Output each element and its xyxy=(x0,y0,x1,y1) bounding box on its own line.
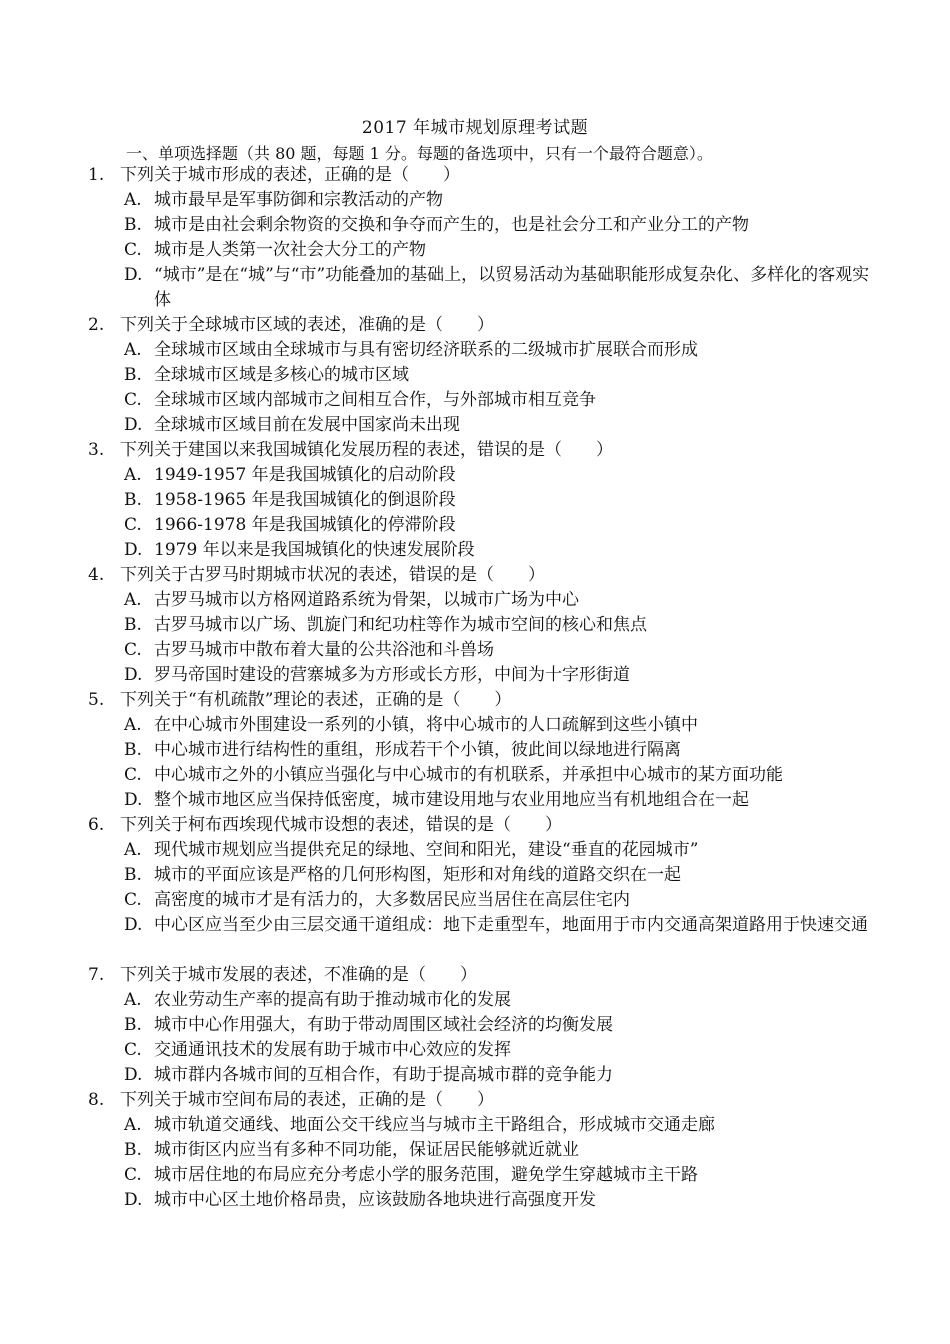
answer-option xyxy=(0,763,950,788)
option-letter: C. xyxy=(124,515,142,535)
option-text: 城市的平面应该是严格的几何形构图，矩形和对角线的道路交织在一起 xyxy=(154,865,681,885)
option-text: 中心城市之外的小镇应当强化与中心城市的有机联系，并承担中心城市的某方面功能 xyxy=(154,765,783,785)
answer-option xyxy=(0,513,950,538)
option-letter: C. xyxy=(124,890,142,910)
page-title: 2017 年城市规划原理考试题 xyxy=(361,118,589,138)
option-letter: C. xyxy=(124,1040,142,1060)
question-number: 6. xyxy=(88,815,105,835)
answer-option xyxy=(0,588,950,613)
option-letter: A. xyxy=(124,340,142,360)
option-letter: A. xyxy=(124,590,142,610)
option-text: 1958-1965 年是我国城镇化的倒退阶段 xyxy=(154,490,456,510)
option-text: 全球城市区域是多核心的城市区域 xyxy=(154,365,409,385)
answer-option xyxy=(0,238,950,263)
option-letter: B. xyxy=(124,365,142,385)
question-stem: 下列关于建国以来我国城镇化发展历程的表述，错误的是（ ） xyxy=(120,440,613,460)
option-letter: D. xyxy=(124,265,143,285)
option-text: 城市群内各城市间的互相合作，有助于提高城市群的竞争能力 xyxy=(154,1065,613,1085)
answer-option xyxy=(0,1038,950,1063)
question-stem-line xyxy=(0,163,950,188)
question-stem-line xyxy=(0,963,950,988)
question-item xyxy=(0,963,950,1088)
option-letter: D. xyxy=(124,915,143,935)
option-letter: D. xyxy=(124,540,143,560)
question-item xyxy=(0,313,950,438)
answer-option xyxy=(0,463,950,488)
option-letter: C. xyxy=(124,640,142,660)
option-letter: A. xyxy=(124,990,142,1010)
option-letter: D. xyxy=(124,1190,143,1210)
question-stem: 下列关于城市发展的表述，不准确的是（ ） xyxy=(120,965,477,985)
answer-option xyxy=(0,888,950,913)
question-stem: 下列关于柯布西埃现代城市设想的表述，错误的是（ ） xyxy=(120,815,562,835)
answer-option xyxy=(0,663,950,688)
option-letter: B. xyxy=(124,740,142,760)
question-stem: 下列关于全球城市区域的表述，准确的是（ ） xyxy=(120,315,494,335)
section-heading: 一、单项选择题（共 80 题，每题 1 分。每题的备选项中，只有一个最符合题意）。 xyxy=(126,144,713,163)
option-letter: D. xyxy=(124,665,143,685)
option-letter: D. xyxy=(124,1065,143,1085)
option-letter: C. xyxy=(124,240,142,260)
option-text: 中心城市进行结构性的重组，形成若干个小镇，彼此间以绿地进行隔离 xyxy=(154,740,681,760)
answer-option xyxy=(0,638,950,663)
option-letter: C. xyxy=(124,390,142,410)
answer-option xyxy=(0,538,950,563)
option-text: 全球城市区域由全球城市与具有密切经济联系的二级城市扩展联合而形成 xyxy=(154,340,698,360)
option-text: 城市居住地的布局应充分考虑小学的服务范围，避免学生穿越城市主干路 xyxy=(154,1165,698,1185)
answer-option xyxy=(0,388,950,413)
option-text: 交通通讯技术的发展有助于城市中心效应的发挥 xyxy=(154,1040,511,1060)
answer-option xyxy=(0,363,950,388)
answer-option xyxy=(0,863,950,888)
question-number: 4. xyxy=(88,565,105,585)
question-stem: 下列关于城市空间布局的表述，正确的是（ ） xyxy=(120,1090,494,1110)
option-text: 城市是由社会剩余物资的交换和争夺而产生的，也是社会分工和产业分工的产物 xyxy=(154,215,749,235)
option-text: 高密度的城市才是有活力的，大多数居民应当居住在高层住宅内 xyxy=(154,890,630,910)
answer-option xyxy=(0,1013,950,1038)
option-text: 城市街区内应当有多种不同功能，保证居民能够就近就业 xyxy=(154,1140,579,1160)
answer-option xyxy=(0,213,950,238)
answer-option xyxy=(0,263,950,313)
option-letter: B. xyxy=(124,490,142,510)
option-text: 古罗马城市以方格网道路系统为骨架，以城市广场为中心 xyxy=(154,590,579,610)
option-letter: B. xyxy=(124,215,142,235)
option-text: 整个城市地区应当保持低密度，城市建设用地与农业用地应当有机地组合在一起 xyxy=(154,790,749,810)
question-number: 1. xyxy=(88,165,105,185)
answer-option xyxy=(0,413,950,438)
question-number: 8. xyxy=(88,1090,105,1110)
option-text: 农业劳动生产率的提高有助于推动城市化的发展 xyxy=(154,990,511,1010)
option-letter: B. xyxy=(124,1140,142,1160)
option-text: 全球城市区域目前在发展中国家尚未出现 xyxy=(154,415,460,435)
option-letter: C. xyxy=(124,1165,142,1185)
option-letter: B. xyxy=(124,865,142,885)
option-letter: D. xyxy=(124,415,143,435)
question-number: 2. xyxy=(88,315,105,335)
option-text: 全球城市区域内部城市之间相互合作，与外部城市相互竞争 xyxy=(154,390,596,410)
answer-option xyxy=(0,1138,950,1163)
option-text: 现代城市规划应当提供充足的绿地、空间和阳光，建设“垂直的花园城市” xyxy=(154,840,699,860)
question-stem: 下列关于“有机疏散”理论的表述，正确的是（ ） xyxy=(120,690,512,710)
question-item xyxy=(0,563,950,688)
question-list xyxy=(0,163,950,1213)
answer-option xyxy=(0,1163,950,1188)
question-stem-line xyxy=(0,813,950,838)
answer-option xyxy=(0,488,950,513)
answer-option xyxy=(0,338,950,363)
question-stem: 下列关于古罗马时期城市状况的表述，错误的是（ ） xyxy=(120,565,545,585)
option-text: 古罗马城市中散布着大量的公共浴池和斗兽场 xyxy=(154,640,494,660)
question-number: 3. xyxy=(88,440,105,460)
option-letter: A. xyxy=(124,465,142,485)
option-text: 1949-1957 年是我国城镇化的启动阶段 xyxy=(154,465,456,485)
question-number: 7. xyxy=(88,965,105,985)
question-stem-line xyxy=(0,563,950,588)
option-text: 城市是人类第一次社会大分工的产物 xyxy=(154,240,426,260)
option-letter: A. xyxy=(124,190,142,210)
question-stem: 下列关于城市形成的表述，正确的是（ ） xyxy=(120,165,460,185)
answer-option xyxy=(0,1188,950,1213)
option-letter: B. xyxy=(124,1015,142,1035)
answer-option xyxy=(0,1113,950,1138)
option-text: 在中心城市外围建设一系列的小镇，将中心城市的人口疏解到这些小镇中 xyxy=(154,715,698,735)
option-text: 城市轨道交通线、地面公交干线应当与城市主干路组合，形成城市交通走廊 xyxy=(154,1115,715,1135)
option-text: 古罗马城市以广场、凯旋门和纪功柱等作为城市空间的核心和焦点 xyxy=(154,615,647,635)
question-item xyxy=(0,163,950,313)
option-letter: D. xyxy=(124,790,143,810)
answer-option xyxy=(0,1063,950,1088)
option-letter: C. xyxy=(124,765,142,785)
option-text: 中心区应当至少由三层交通干道组成：地下走重型车，地面用于市内交通高架道路用于快速交通 xyxy=(154,915,868,935)
option-letter: A. xyxy=(124,715,142,735)
option-letter: A. xyxy=(124,840,142,860)
question-item xyxy=(0,1088,950,1213)
question-stem-line xyxy=(0,313,950,338)
answer-option xyxy=(0,713,950,738)
question-item xyxy=(0,688,950,813)
question-stem-line xyxy=(0,438,950,463)
option-letter: B. xyxy=(124,615,142,635)
option-text: 1966-1978 年是我国城镇化的停滞阶段 xyxy=(154,515,456,535)
answer-option xyxy=(0,838,950,863)
answer-option xyxy=(0,738,950,763)
option-letter: A. xyxy=(124,1115,142,1135)
option-text: 城市最早是军事防御和宗教活动的产物 xyxy=(154,190,443,210)
answer-option xyxy=(0,788,950,813)
option-text: 城市中心区土地价格昂贵，应该鼓励各地块进行高强度开发 xyxy=(154,1190,596,1210)
question-stem-line xyxy=(0,1088,950,1113)
question-number: 5. xyxy=(88,690,105,710)
option-text: 罗马帝国时建设的营寨城多为方形或长方形，中间为十字形街道 xyxy=(154,665,630,685)
option-text: 城市中心作用强大，有助于带动周围区域社会经济的均衡发展 xyxy=(154,1015,613,1035)
question-item xyxy=(0,438,950,563)
answer-option xyxy=(0,988,950,1013)
answer-option xyxy=(0,188,950,213)
answer-option xyxy=(0,913,950,963)
question-item xyxy=(0,813,950,963)
option-text: “城市”是在“城”与“市”功能叠加的基础上，以贸易活动为基础职能形成复杂化、多样化的客观实体 xyxy=(154,265,870,310)
answer-option xyxy=(0,613,950,638)
question-stem-line xyxy=(0,688,950,713)
option-text: 1979 年以来是我国城镇化的快速发展阶段 xyxy=(154,540,475,560)
